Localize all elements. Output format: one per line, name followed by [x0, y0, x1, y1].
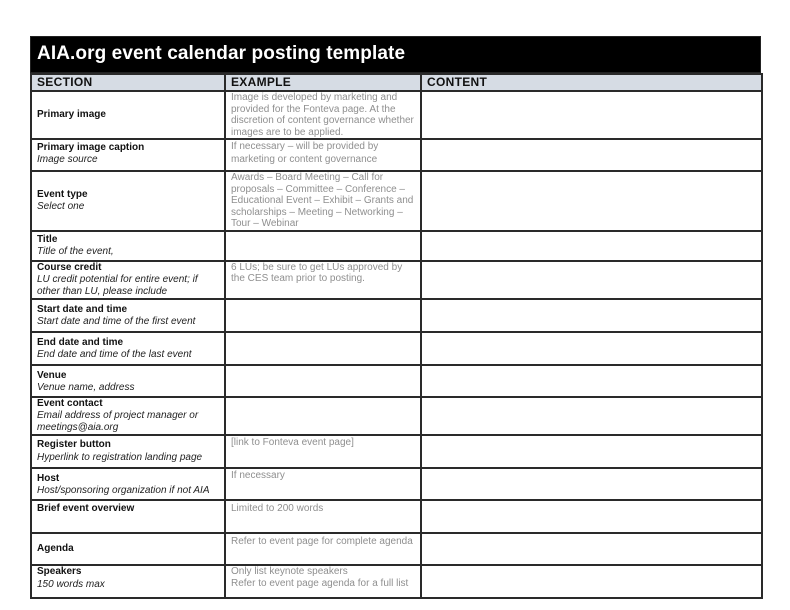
section-cell [31, 365, 225, 397]
section-title: Start date and time [37, 303, 128, 315]
example-cell [225, 261, 421, 299]
example-text: If necessary – will be provided by marketing or content governance [231, 141, 379, 165]
section-title: Event type [37, 188, 88, 200]
section-title: Agenda [37, 542, 74, 554]
section-cell [31, 397, 225, 435]
table-row-title [31, 231, 762, 261]
example-text: 6 LUs; be sure to get LUs approved by the CES team prior to posting. [231, 261, 403, 284]
section-description: Image source [37, 154, 98, 165]
section-title: Primary image [37, 109, 106, 120]
table-row-brief-overview [31, 500, 762, 533]
example-text: Awards – Board Meeting – Call for proposals – Committee – Conference – Educational Event – Exhibit – Grants and scholarships – Meeting – Networking – Tour – Webinar [231, 172, 414, 229]
example-cell [225, 91, 421, 139]
example-text: Refer to event page for complete agenda [231, 535, 413, 547]
table-header-row [31, 74, 762, 91]
section-cell [31, 468, 225, 500]
table-row-primary-image [31, 91, 762, 139]
table-row-event-contact [31, 397, 762, 435]
section-description: Email address of project manager or meetings@aia.org [37, 409, 199, 433]
content-cell[interactable] [421, 365, 762, 397]
content-cell[interactable] [421, 231, 762, 261]
example-cell [225, 171, 421, 231]
section-cell [31, 500, 225, 533]
section-cell [31, 91, 225, 139]
table-row-register-button [31, 435, 762, 468]
section-title: Speakers [37, 565, 82, 577]
section-title: Event contact [37, 397, 103, 409]
section-description: LU credit potential for entire event; if other than LU, please include [37, 273, 198, 297]
section-description: Start date and time of the first event [37, 315, 196, 327]
section-cell [31, 231, 225, 261]
section-title: Primary image caption [37, 142, 145, 153]
content-cell[interactable] [421, 171, 762, 231]
section-description: Title of the event, [37, 245, 114, 257]
table-row-end-date [31, 332, 762, 365]
section-cell [31, 139, 225, 171]
content-cell[interactable] [421, 299, 762, 332]
example-cell [225, 565, 421, 598]
table-row-speakers [31, 565, 762, 598]
table-row-event-type [31, 171, 762, 231]
table-row-course-credit [31, 261, 762, 299]
example-cell [225, 533, 421, 565]
example-text: Only list keynote speakers [231, 565, 348, 577]
example-cell [225, 332, 421, 365]
section-title: End date and time [37, 336, 124, 348]
section-cell [31, 332, 225, 365]
section-cell [31, 299, 225, 332]
example-cell [225, 500, 421, 533]
section-description: Hyperlink to registration landing page [37, 451, 203, 463]
section-description: Host/sponsoring organization if not AIA [37, 484, 210, 496]
content-cell[interactable] [421, 332, 762, 365]
section-description: Select one [37, 200, 85, 212]
example-cell [225, 365, 421, 397]
example-cell [225, 299, 421, 332]
example-cell [225, 139, 421, 171]
column-header-section: SECTION [31, 74, 225, 91]
section-cell [31, 261, 225, 299]
content-cell[interactable] [421, 261, 762, 299]
example-text: Limited to 200 words [231, 502, 324, 514]
section-description: Venue name, address [37, 381, 135, 393]
column-header-example: EXAMPLE [225, 74, 421, 91]
document-title: AIA.org event calendar posting template [30, 36, 761, 73]
example-text: If necessary [231, 469, 285, 481]
example-cell [225, 468, 421, 500]
content-cell[interactable] [421, 397, 762, 435]
example-cell [225, 231, 421, 261]
section-title: Title [37, 233, 58, 245]
section-cell [31, 533, 225, 565]
template-table [30, 73, 763, 599]
example-cell [225, 397, 421, 435]
content-cell[interactable] [421, 139, 762, 171]
section-cell [31, 435, 225, 468]
example-text: [link to Fonteva event page] [231, 436, 354, 448]
content-cell[interactable] [421, 500, 762, 533]
section-cell [31, 171, 225, 231]
example-cell [225, 435, 421, 468]
column-header-content: CONTENT [421, 74, 762, 91]
table-row-venue [31, 365, 762, 397]
section-title: Host [37, 472, 60, 484]
table-row-start-date [31, 299, 762, 332]
section-title: Course credit [37, 261, 102, 273]
content-cell[interactable] [421, 468, 762, 500]
posting-template-document [30, 36, 761, 599]
content-cell[interactable] [421, 533, 762, 565]
section-description: 150 words max [37, 578, 105, 590]
table-row-host [31, 468, 762, 500]
content-cell[interactable] [421, 91, 762, 139]
section-title: Brief event overview [37, 502, 135, 514]
section-description: End date and time of the last event [37, 348, 192, 360]
content-cell[interactable] [421, 435, 762, 468]
table-row-agenda [31, 533, 762, 565]
section-title: Register button [37, 438, 111, 450]
section-title: Venue [37, 369, 67, 381]
example-text: Refer to event page agenda for a full list [231, 578, 409, 589]
example-text: Image is developed by marketing and provided for the Fonteva page. At the discretion of content governance whether images are to be applied. [231, 92, 414, 138]
content-cell[interactable] [421, 565, 762, 598]
section-cell [31, 565, 225, 598]
table-row-primary-image-caption [31, 139, 762, 171]
